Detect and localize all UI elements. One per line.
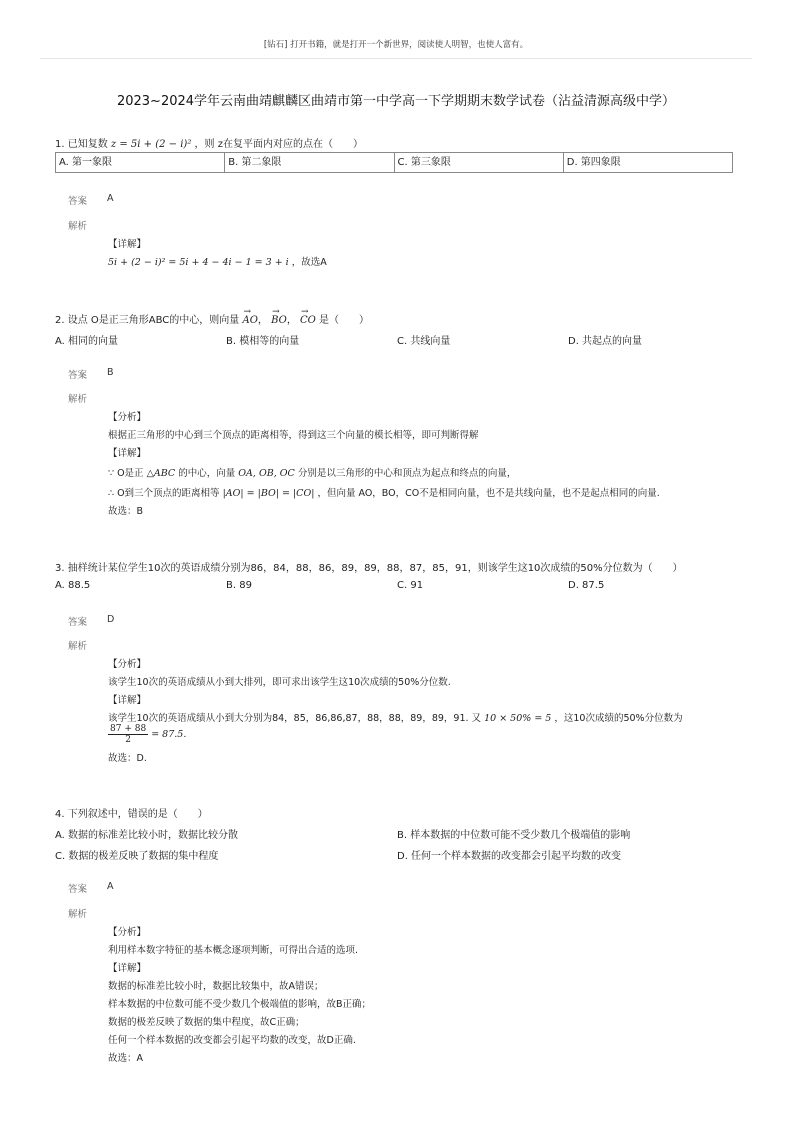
q1-option-c[interactable]: C. 第三象限	[395, 153, 564, 172]
q2-analysis-text: 根据正三角形的中心到三个顶点的距离相等，得到这三个向量的模长相等，即可判断得解	[108, 430, 479, 441]
q4-stem: 4. 下列叙述中，错误的是（ ）	[55, 809, 208, 820]
q2-answer-value: B	[107, 367, 114, 378]
q3-stem: 3. 抽样统计某位学生10次的英语成绩分别为86，84，88，86，89，89，88，87，85，91，则该学生这10次成绩的50%分位数为（ ）	[55, 563, 683, 574]
q2-detail-line2	[108, 485, 660, 499]
q3-answer-label: 答案	[68, 617, 88, 628]
q3-analysis-tag: 【分析】	[108, 659, 147, 670]
q3-fraction-numerator: 87 + 88	[110, 724, 147, 734]
q4-detail-line-b: 样本数据的中位数可能不受少数几个极端值的影响，故B正确；	[108, 999, 372, 1010]
q1-detail-line	[108, 254, 327, 268]
q2-line1-post: 分别是以三角形的中心和顶点为起点和终点的向量，	[297, 468, 517, 479]
q2-stem-pre: 2. 设点 O是正三角形ABC的中心，则向量	[55, 315, 240, 326]
q2-option-d[interactable]: D. 共起点的向量	[568, 336, 643, 347]
q2-analysis-tag: 【分析】	[108, 412, 147, 423]
q2-line1-mid: 的中心，向量	[178, 468, 236, 479]
q2-detail-line1	[108, 465, 516, 479]
q1-detail-math: 5i + (2 − i)² = 5i + 4 − 4i − 1 = 3 + i	[108, 257, 289, 268]
q1-option-a[interactable]: A. 第一象限	[56, 153, 225, 172]
q3-fraction	[108, 724, 148, 745]
q2-stem: 2. 设点 O是正三角形ABC的中心，则向量 → AO， → BO， → CO 是（ ）	[55, 311, 369, 326]
q3-line1-post: ，这10次成绩的50%分位数为	[554, 713, 683, 724]
q2-line1-vectors: OA, OB, OC	[238, 468, 295, 479]
q4-detail-line-a: 数据的标准差比较小时，数据比较集中，故A错误；	[108, 981, 324, 992]
q1-stem	[55, 135, 363, 150]
q4-analysis-text: 利用样本数字特征的基本概念逐项判断，可得出合适的选项.	[108, 945, 359, 956]
q2-answer-label: 答案	[68, 370, 88, 381]
q3-option-c[interactable]: C. 91	[397, 580, 424, 591]
q2-line2-post: ，但向量 AO，BO，CO不是相同向量，也不是共线向量，也不是起点相同的向量.	[317, 488, 660, 499]
q3-analysis-text: 该学生10次的英语成绩从小到大排列，即可求出该学生这10次成绩的50%分位数.	[108, 677, 451, 688]
q3-option-d[interactable]: D. 87.5	[568, 580, 605, 591]
q2-conclusion: 故选：B	[108, 506, 144, 517]
q2-vector-bo: → BO	[271, 315, 287, 326]
header-divider	[40, 58, 752, 59]
q2-vector-ao: → AO	[242, 315, 257, 326]
q4-option-a[interactable]: A. 数据的标准差比较小时，数据比较分散	[55, 830, 239, 841]
q4-option-d[interactable]: D. 任何一个样本数据的改变都会引起平均数的改变	[397, 851, 622, 862]
q1-stem-pre: 1. 已知复数	[55, 139, 108, 150]
q2-analysis-label: 解析	[68, 394, 88, 405]
q2-option-b[interactable]: B. 模相等的向量	[226, 336, 300, 347]
q2-option-c[interactable]: C. 共线向量	[397, 336, 451, 347]
q3-fraction-result: = 87.5.	[151, 729, 187, 740]
q4-detail-line-c: 数据的极差反映了数据的集中程度，故C正确；	[108, 1017, 305, 1028]
q4-conclusion: 故选：A	[108, 1053, 143, 1064]
q3-line1-pre: 该学生10次的英语成绩从小到大分别为84，85，86,86,87，88，88，89，89，91. 又	[108, 713, 482, 724]
q1-option-d[interactable]: D. 第四象限	[566, 157, 621, 168]
q2-detail-tag: 【详解】	[108, 448, 147, 459]
q3-conclusion: 故选：D.	[108, 753, 147, 764]
q1-options-table	[55, 152, 733, 173]
q4-answer-value: A	[107, 881, 114, 892]
q2-option-a[interactable]: A. 相同的向量	[55, 336, 119, 347]
q3-detail-tag: 【详解】	[108, 695, 147, 706]
q1-detail-post: ，故选A	[291, 257, 327, 268]
q4-option-c[interactable]: C. 数据的极差反映了数据的集中程度	[55, 851, 219, 862]
q3-fraction-denominator: 2	[125, 735, 131, 745]
q2-vector-co: → CO	[300, 315, 316, 326]
q4-option-b[interactable]: B. 样本数据的中位数可能不受少数几个极端值的影响	[397, 830, 631, 841]
q3-fraction-line	[108, 724, 186, 745]
q1-analysis-label: 解析	[68, 221, 88, 232]
q2-line1-pre: ∵ O是正	[108, 468, 144, 479]
q1-option-b[interactable]: B. 第二象限	[225, 153, 394, 172]
header-note: [钻石] 打开书籍，就是打开一个新世界，阅读使人明智，也使人富有。	[263, 40, 529, 50]
q1-stem-post: ，则 z在复平面内对应的点在（ ）	[194, 139, 363, 150]
q4-analysis-label: 解析	[68, 909, 88, 920]
q4-detail-line-d: 任何一个样本数据的改变都会引起平均数的改变，故D正确.	[108, 1035, 356, 1046]
q1-stem-math: z = 5i + (2 − i)²	[110, 139, 192, 150]
q2-stem-post: 是（ ）	[319, 315, 370, 326]
q4-analysis-tag: 【分析】	[108, 927, 147, 938]
q3-option-a[interactable]: A. 88.5	[55, 580, 91, 591]
page-title: 2023~2024学年云南曲靖麒麟区曲靖市第一中学高一下学期期末数学试卷（沾益清源高级中学）	[116, 94, 676, 109]
q4-detail-tag: 【详解】	[108, 963, 147, 974]
q1-answer-label: 答案	[68, 196, 88, 207]
q1-detail-tag: 【详解】	[108, 239, 147, 250]
q3-answer-value: D	[107, 614, 115, 625]
q2-line1-math: △ABC	[146, 468, 176, 479]
q2-line2-pre: ∴ O到三个顶点的距离相等	[108, 488, 220, 499]
q3-detail-line1	[108, 710, 683, 724]
q1-answer-value: A	[107, 193, 114, 204]
q3-option-b[interactable]: B. 89	[226, 580, 252, 591]
q3-analysis-label: 解析	[68, 641, 88, 652]
q2-line2-math: |AO| = |BO| = |CO|	[222, 488, 315, 499]
q4-answer-label: 答案	[68, 884, 88, 895]
q3-line1-math: 10 × 50% = 5	[484, 713, 552, 724]
